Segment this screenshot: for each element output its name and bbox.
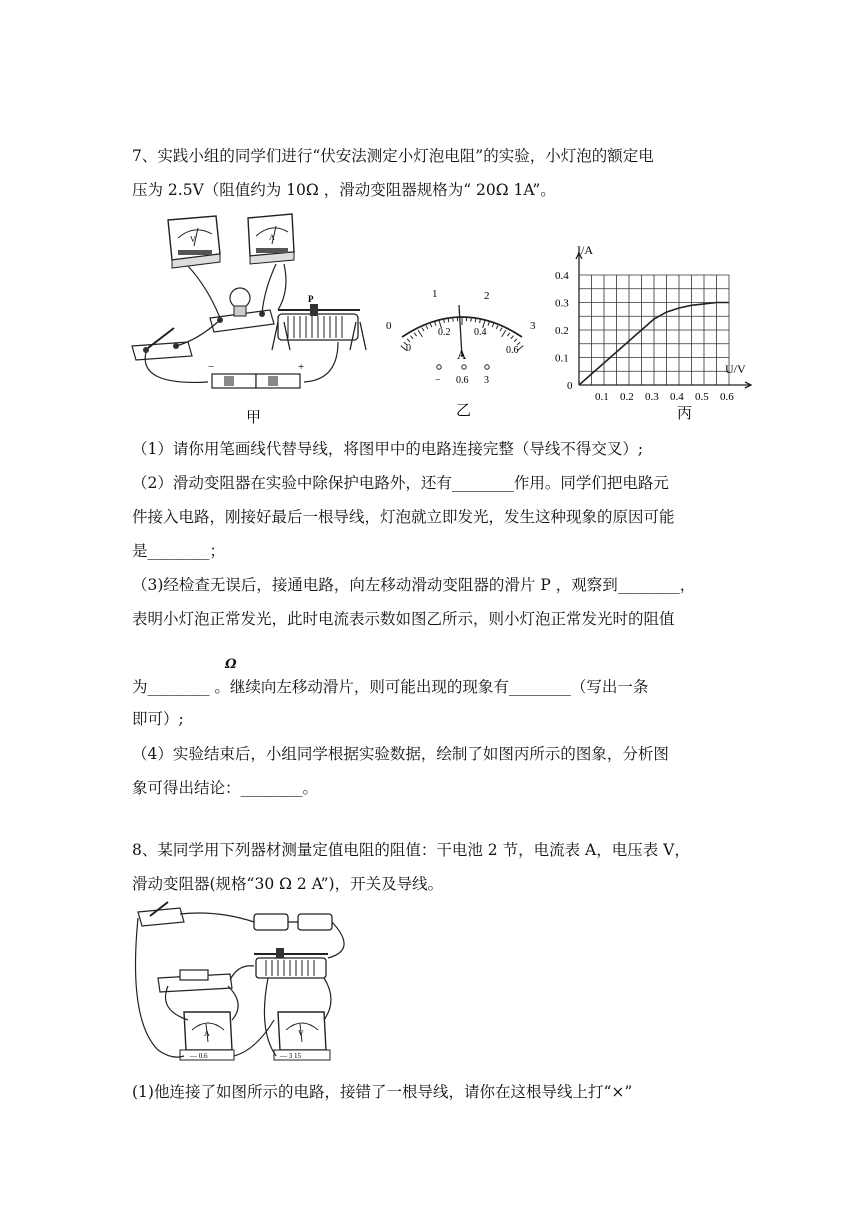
terminal-3: 3 <box>484 375 489 386</box>
y-tick-label: 0.1 <box>555 352 569 365</box>
x-tick-label: 0.4 <box>670 391 684 403</box>
x-tick-label: 0.5 <box>695 391 709 403</box>
q7-p3-line3: 为________ 。继续向左移动滑片，则可能出现的现象有________（写出一条 <box>132 678 649 696</box>
x-axis <box>579 382 751 388</box>
q7-title-line2: 压为 2.5V（阻值约为 10Ω ，滑动变阻器规格为“ 20Ω 1A”。 <box>132 181 556 199</box>
battery-minus: − <box>208 361 215 373</box>
dial-upper-tick-3: 3 <box>530 320 536 332</box>
dial-tick <box>430 324 432 328</box>
q7-p2-line3: 是________； <box>132 542 226 560</box>
dial-tick <box>407 339 410 342</box>
figure-q8-circuit <box>128 900 358 1066</box>
rheostat-icon <box>254 948 328 978</box>
q8-ammeter-terminals: — 0.6 <box>190 1052 208 1060</box>
q8-ammeter-label: A <box>204 1029 210 1038</box>
chart-ylabel: I/A <box>577 243 593 257</box>
voltmeter-icon <box>274 1012 330 1060</box>
q7-p2-line1: （2）滑动变阻器在实验中除保护电路外，还有________作用。同学们把电路元 <box>132 474 669 492</box>
q7-p4-line1: （4）实验结束后，小组同学根据实验数据，绘制了如图丙所示的图象，分析图 <box>132 745 669 763</box>
terminal-0-6: 0.6 <box>456 375 469 386</box>
ammeter-label: A <box>269 233 275 242</box>
q7-p3-line2: 表明小灯泡正常发光，此时电流表示数如图乙所示，则小灯泡正常发光时的阻值 <box>132 610 675 628</box>
q7-p3-line4: 即可）; <box>132 710 184 728</box>
dial-tick <box>475 318 476 322</box>
battery-icon <box>254 914 332 930</box>
dial-tick <box>502 330 506 337</box>
dial-lower-tick-3: 0.6 <box>506 345 519 356</box>
dial-letter: A <box>457 347 467 362</box>
caption-jia: 甲 <box>246 408 262 426</box>
figure-jia-circuit <box>128 210 378 430</box>
dial-tick <box>496 326 498 330</box>
q7-title-line1: 7、实践小组的同学们进行“伏安法测定小灯泡电阻”的实验，小灯泡的额定电 <box>132 147 654 165</box>
dial-tick <box>444 319 445 323</box>
resistor-icon <box>158 970 232 992</box>
dial-lower-tick-1: 0.2 <box>438 327 451 338</box>
q8-p1: (1)他连接了如图所示的电路，接错了一根导线，请你在这根导线上打“×” <box>132 1083 633 1101</box>
x-tick-label: 0.1 <box>595 391 609 403</box>
caption-bing: 丙 <box>677 404 693 422</box>
q7-p3-omega: Ω <box>225 657 237 672</box>
x-tick-label: 0.3 <box>645 391 659 403</box>
y-tick-label: 0.4 <box>555 270 569 282</box>
q8-voltmeter-terminals: — 3 15 <box>280 1052 301 1060</box>
dial-lower-tick-0: 0 <box>406 343 411 354</box>
x-tick-label: 0.6 <box>720 391 734 403</box>
dial-tick <box>488 322 489 326</box>
ammeter-icon <box>180 1012 234 1060</box>
caption-yi: 乙 <box>456 401 472 419</box>
dial-tick <box>500 328 502 331</box>
y-tick-label: 0.2 <box>555 325 569 337</box>
figure-yi-ammeter-dial <box>380 275 545 430</box>
x-tick-label: 0.2 <box>620 391 634 403</box>
ammeter-icon <box>248 214 294 264</box>
dial-tick <box>422 328 424 331</box>
y-axis <box>576 253 582 385</box>
dial-upper-tick-0: 0 <box>386 320 392 332</box>
dial-tick <box>414 333 416 336</box>
dial-lower-tick-2: 0.4 <box>474 327 487 338</box>
terminal-minus: − <box>435 375 441 386</box>
q7-p2-line2: 件接入电路，刚接好最后一根导线，灯泡就立即发光，发生这种现象的原因可能 <box>132 508 675 526</box>
dial-upper-tick-2: 2 <box>484 290 490 302</box>
dial-tick <box>411 336 414 339</box>
y-tick-label: 0.3 <box>555 297 569 310</box>
dial-tick <box>492 324 494 328</box>
q7-p1: （1）请你用笔画线代替导线，将图甲中的电路连接完整（导线不得交叉）; <box>132 440 644 458</box>
dial-tick <box>426 326 428 330</box>
y-tick-label: 0 <box>567 380 573 392</box>
q8-title-line1: 8、某同学用下列器材测量定值电阻的阻值：干电池 2 节，电流表 A，电压表 V， <box>132 841 690 859</box>
q7-p4-line2: 象可得出结论：________。 <box>132 779 319 797</box>
figure-bing-iu-chart <box>545 238 770 430</box>
battery-icon <box>208 361 304 388</box>
q8-title-line2: 滑动变阻器(规格“30 Ω 2 A”)，开关及导线。 <box>132 875 444 893</box>
q7-p3-line1: （3)经检查无误后，接通电路，向左移动滑动变阻器的滑片 P ，观察到________， <box>132 576 696 594</box>
dial-tick <box>448 318 449 322</box>
rheostat-label: P <box>308 294 314 304</box>
dial-tick <box>418 330 422 337</box>
voltmeter-label: V <box>190 235 196 244</box>
rheostat-icon <box>272 294 366 350</box>
dial-tick <box>435 322 436 326</box>
switch-icon <box>138 902 184 926</box>
voltmeter-icon <box>168 216 220 268</box>
dial-tick <box>511 336 514 339</box>
battery-plus: + <box>298 361 305 373</box>
chart-xlabel: U/V <box>725 362 746 376</box>
dial-upper-tick-1: 1 <box>432 288 438 300</box>
dial-tick <box>514 339 517 342</box>
dial-tick <box>507 333 509 336</box>
dial-tick <box>480 319 481 323</box>
lamp-icon <box>210 288 274 332</box>
q8-voltmeter-label: V <box>298 1029 304 1038</box>
